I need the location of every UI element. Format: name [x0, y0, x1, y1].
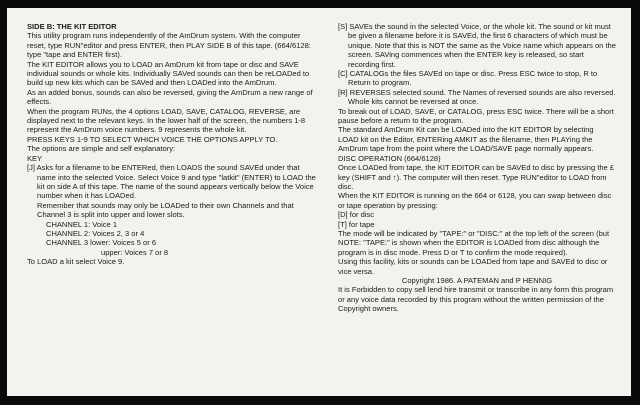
channel-3-upper-line: upper: Voices 7 or 8: [101, 247, 169, 257]
options-intro: The options are simple and self explanatory:: [27, 144, 176, 154]
editor-description: The KIT EDITOR allows you to LOAD an AmDrum kit from tape or disc and SAVE individual sounds or whole kits. Individually SAVed sounds can then be reLOADed to build up new kits which can be SAVed and then LOADed into the AmDrum.: [27, 59, 310, 88]
break-out-paragraph: To break out of LOAD, SAVE, or CATALOG, press ESC twice. There will be a short pause before a return to the program.: [338, 106, 614, 126]
option-j-channels-note: Remember that sounds may only be LOADed to their own Channels and that Channel 3 is split into upper and lower slots.: [37, 200, 294, 220]
copyright-line: Copyright 1986. A PATEMAN and P HENNIG: [401, 275, 553, 285]
instruction-sheet: [7, 8, 631, 396]
channel-2-line: CHANNEL 2: Voices 2, 3 or 4: [46, 228, 145, 238]
program-runs-paragraph: When the program RUNs, the 4 options LOAD, SAVE, CATALOG, REVERSE, are displayed next to the relevant keys. In the lower half of the screen, the numbers 1-8 represent the AmDrum voice numbers. 9 represents the whole kit.: [27, 106, 306, 135]
option-c-catalog: [C] CATALOGs the files SAVEd on tape or disc. Press ESC twice to stop, R to Return to program.: [338, 69, 598, 88]
copyright-notice: It is Forbidden to copy sell lend hire transmit or transcribe in any form this program or any voice data recorded by this program without the written permission of the Copyright owners.: [338, 285, 614, 314]
mode-note-paragraph: The mode will be indicated by "TAPE:" or "DISC:" at the top left of the screen (but NOTE: "TAPE:" is shown when the EDITOR is LOADed from disc although the program is in disc mode. Press D or T to confirm the mode required).: [338, 228, 610, 257]
left-column: [27, 22, 319, 267]
intro-paragraph: This utility program runs independently of the AmDrum system. With the computer reset, type RUN"editor and press ENTER, then PLAY SIDE B of this tape. (664/6128: type "tape and ENTER first).: [27, 31, 311, 60]
option-s-save: [S] SAVEs the sound in the selected Voice, or the whole kit. The sound or kit must be given a filename before it is SAVEd, the first 6 characters of which must be unique. Note that this is NOT the same as the Voice name which appears on the screen. SAVing commences when the ENTER key is released, so start recording first.: [338, 22, 616, 69]
key-heading: KEY: [27, 153, 43, 163]
option-t-tape: [T] for tape: [338, 219, 375, 229]
standard-kit-paragraph: The standard AmDrum Kit can be LOADed into the KIT EDITOR by selecting LOAD kit on the Editor, ENTERing AMKIT as the filename, then PLAYing the AmDrum tape from the point where the LOAD/SAVE page normally appears.: [338, 125, 594, 154]
channel-1-line: CHANNEL 1: Voice 1: [46, 219, 118, 229]
disc-paragraph-1: Once LOADed from tape, the KIT EDITOR can be SAVEd to disc by pressing the £ key (SHIFT and ↑). The computer will then reset. Type RUN"editor to LOAD from disc.: [338, 163, 615, 191]
option-j-load: [J] Asks for a filename to be ENTERed, then LOADS the sound SAVEd under that name into the selected Voice. Select Voice 9 and type "latkit" (ENTER) to LOAD the kit on side A of this tape. The name of the sound appears vertically below the Voice number when it has LOADed.: [27, 163, 316, 201]
channel-3-lower-line: CHANNEL 3 lower: Voices 5 or 6: [46, 238, 157, 248]
right-column: [338, 22, 616, 314]
facility-paragraph: Using this facility, kits or sounds can be LOADed from tape and SAVEd to disc or vice versa.: [338, 257, 608, 276]
section-title: SIDE B: THE KIT EDITOR: [27, 22, 117, 31]
disc-paragraph-2: When the KIT EDITOR is running on the 664 or 6128, you can swap between disc or tape operation by pressing:: [338, 191, 612, 210]
option-d-disc: [D] for disc: [338, 210, 375, 220]
disc-operation-heading: DISC OPERATION (664/6128): [338, 153, 441, 163]
reverse-bonus-paragraph: As an added bonus, sounds can also be reversed, giving the AmDrum a new range of effects.: [27, 87, 313, 107]
select-voice-instruction: PRESS KEYS 1-9 TO SELECT WHICH VOICE THE OPTIONS APPLY TO.: [27, 134, 278, 144]
option-r-reverse: [R] REVERSES selected sound. The Names of reversed sounds are also reversed. Whole kits cannot be reversed at once.: [338, 87, 616, 107]
load-kit-line: To LOAD a kit select Voice 9.: [27, 257, 125, 267]
